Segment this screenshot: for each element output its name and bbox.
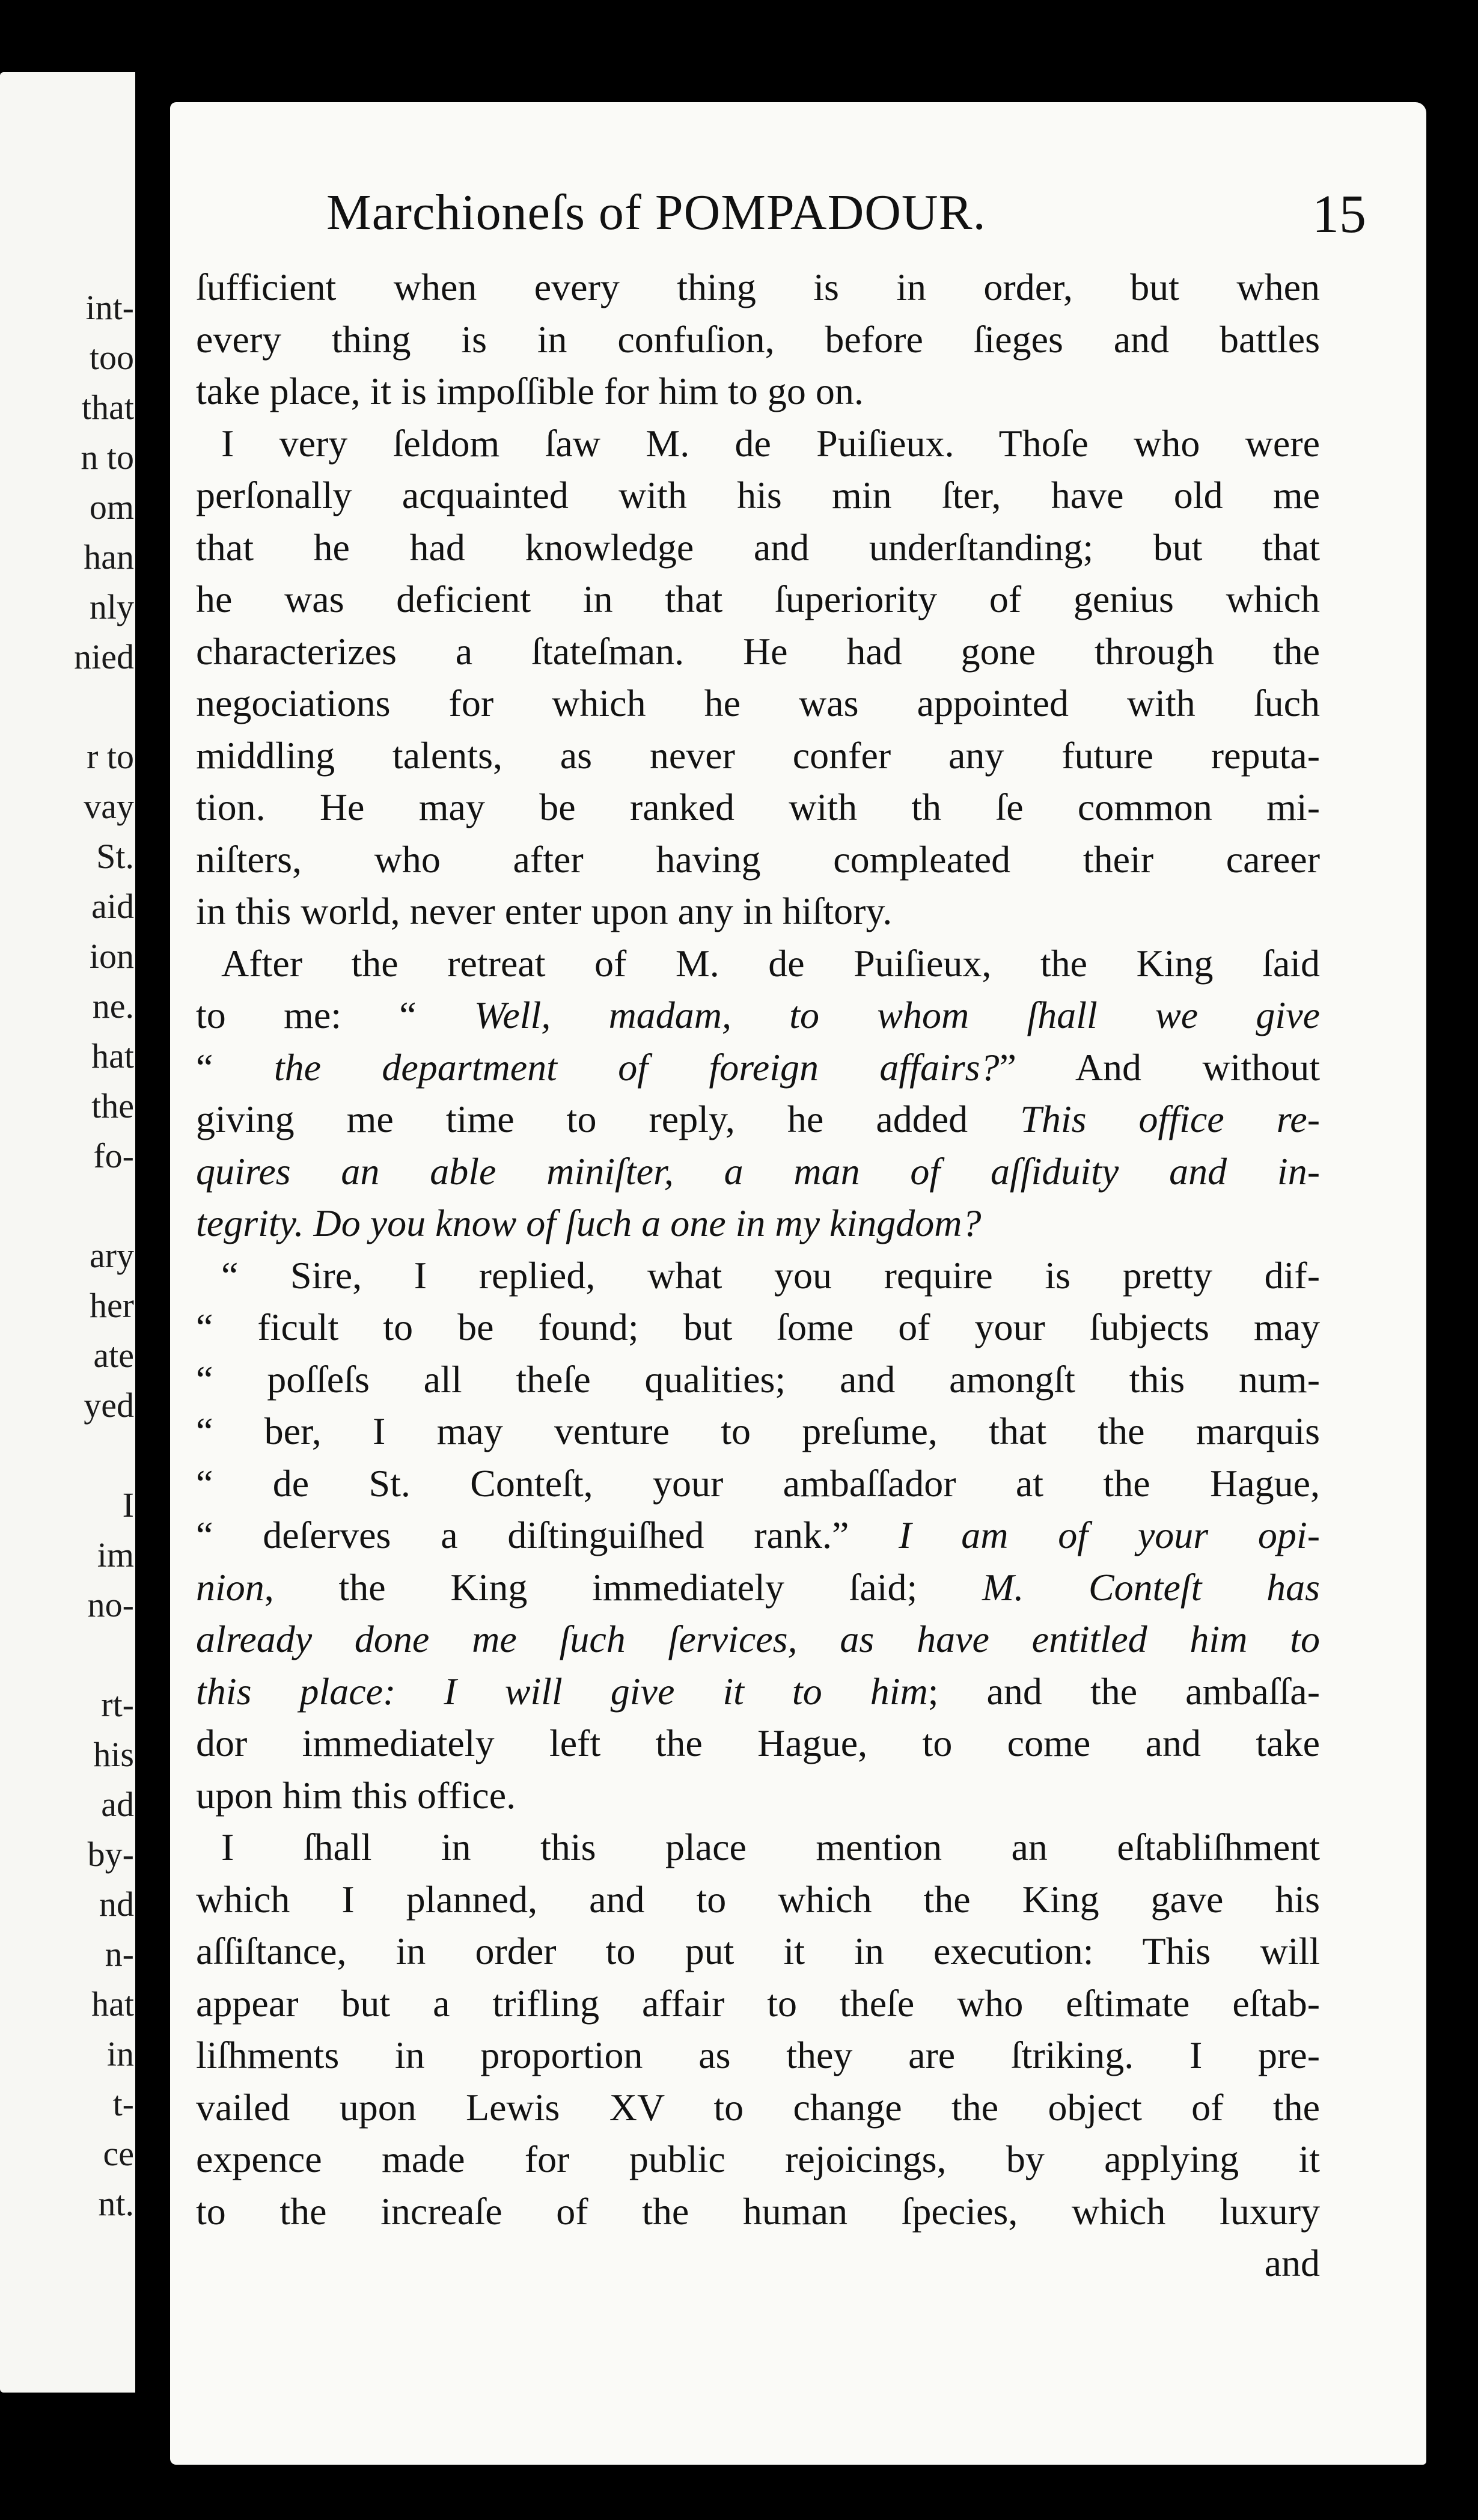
text-run: After the retreat of M. de Puiſieux, the King ſaid — [221, 941, 1320, 985]
book-page — [170, 102, 1426, 2465]
text-line — [196, 418, 1320, 470]
text-run: tion. He may be ranked with th ſe common mi- — [196, 786, 1320, 828]
text-run: aſſiſtance, in order to put it in execution: This will — [196, 1930, 1320, 1972]
italic-text-run: this place: I will give it to him — [196, 1669, 928, 1713]
text-run: I very ſeldom ſaw M. de Puiſieux. Thoſe who were — [221, 421, 1320, 465]
text-line — [196, 573, 1320, 626]
text-run: “ — [196, 1045, 274, 1089]
text-line — [196, 781, 1320, 834]
facing-page-fragment: im — [97, 1535, 134, 1574]
text-line — [196, 1562, 1320, 1614]
italic-text-run: Well, madam, to whom ſhall we give — [474, 994, 1321, 1036]
facing-page-fragment: vay — [84, 787, 134, 826]
text-run: giving me time to reply, he added — [196, 1098, 1021, 1140]
text-run: perſonally acquainted with his min ſter, have old me — [196, 474, 1320, 516]
text-line — [196, 1354, 1320, 1406]
text-line — [196, 1925, 1320, 1978]
text-line — [196, 314, 1320, 366]
facing-page-fragment: t- — [112, 2084, 134, 2123]
italic-text-run: This office re- — [1020, 1098, 1321, 1140]
facing-page-fragment: ate — [93, 1336, 134, 1375]
text-line — [196, 677, 1320, 730]
text-run: “ poſſeſs all theſe qualities; and amongſt this num- — [196, 1357, 1320, 1401]
text-line — [196, 2186, 1320, 2238]
italic-text-run: tegrity. Do you know of ſuch a one in my kingdom? — [196, 1202, 982, 1244]
facing-page-fragment: his — [93, 1735, 134, 1774]
text-line — [196, 2029, 1320, 2082]
italic-text-run: nion — [196, 1565, 264, 1609]
text-line — [196, 626, 1320, 678]
text-run: take place, it is impoſſible for him to go on. — [196, 370, 864, 412]
text-line — [196, 885, 1320, 938]
italic-text-run: quires an able miniſter, a man of aſſiduity and in- — [196, 1149, 1320, 1193]
text-run: “ ficult to be found; but ſome of your ſubjects may — [196, 1306, 1320, 1348]
facing-page-gap — [5, 682, 134, 732]
text-line — [196, 1978, 1320, 2030]
text-line — [196, 730, 1320, 782]
facing-page-fragment: St. — [96, 837, 134, 876]
italic-text-run: the department of foreign affairs? — [273, 1045, 1000, 1089]
text-run: to me: “ — [196, 994, 474, 1036]
text-line — [196, 522, 1320, 574]
text-run: “ ber, I may venture to preſume, that the marquis — [196, 1410, 1320, 1452]
facing-page-fragment: n to — [81, 438, 134, 477]
facing-page-fragment: the — [91, 1086, 134, 1125]
text-line — [196, 834, 1320, 886]
text-line — [196, 1405, 1320, 1458]
facing-page-fragment: int- — [85, 288, 134, 327]
facing-page-fragment: by- — [87, 1835, 134, 1874]
text-line — [196, 1197, 1320, 1250]
facing-page-fragment: aid — [91, 887, 134, 926]
facing-page-fragment: too — [89, 338, 134, 377]
text-run: dor immediately left the Hague, to come and take — [196, 1722, 1320, 1764]
text-run: ” And without — [999, 1045, 1321, 1089]
text-line — [196, 1821, 1320, 1874]
text-run: liſhments in proportion as they are ſtriking. I pre- — [196, 2034, 1320, 2076]
text-line — [196, 989, 1320, 1042]
text-run: ſufficient when every thing is in order, but when — [196, 266, 1320, 308]
text-line — [196, 1146, 1320, 1198]
text-run: to the increaſe of the human ſpecies, which luxury — [196, 2189, 1320, 2233]
facing-page-fragment: nd — [99, 1885, 134, 1924]
text-line — [196, 1666, 1320, 1718]
text-line — [196, 1770, 1320, 1822]
text-run: , the King immediately ſaid; — [264, 1565, 982, 1609]
italic-text-run: M. Conteſt has — [982, 1565, 1321, 1609]
text-line — [196, 938, 1320, 990]
facing-page-fragment: hat — [91, 1036, 134, 1075]
facing-page-text-fragments — [5, 283, 134, 2228]
text-line — [196, 1458, 1320, 1510]
facing-page-fragment: ne. — [92, 986, 134, 1026]
running-title: Marchioneſs of POMPADOUR. — [326, 185, 986, 240]
running-header — [326, 183, 1408, 242]
text-run: “ de St. Conteſt, your ambaſſador at the Hague, — [196, 1461, 1320, 1505]
text-line — [196, 1613, 1320, 1666]
facing-page-gap — [5, 1630, 134, 1680]
facing-page-fragment: han — [84, 537, 134, 576]
facing-page-fragment: I — [122, 1485, 134, 1525]
facing-page-fragment: rt- — [101, 1685, 134, 1724]
text-run: “ Sire, I replied, what you require is pretty dif- — [221, 1253, 1320, 1297]
text-run: vailed upon Lewis XV to change the object of the — [196, 2085, 1320, 2129]
facing-page-fragment: n- — [105, 1934, 134, 1974]
text-run: “ deſerves a diſtinguiſhed rank.” — [196, 1514, 899, 1556]
text-run: characterizes a ſtateſman. He had gone through the — [196, 629, 1320, 673]
text-run: which I planned, and to which the King gave his — [196, 1877, 1320, 1921]
facing-page-margin — [0, 72, 135, 2393]
facing-page-fragment: no- — [87, 1585, 134, 1624]
text-run: he was deficient in that ſuperiority of genius which — [196, 578, 1320, 620]
facing-page-fragment: r to — [87, 737, 134, 776]
facing-page-fragment: her — [89, 1286, 134, 1325]
facing-page-fragment: nly — [89, 587, 134, 626]
text-line — [196, 1509, 1320, 1562]
text-run: ; and the ambaſſa- — [927, 1669, 1321, 1713]
text-line — [196, 1874, 1320, 1926]
text-run: every thing is in confuſion, before ſieges and battles — [196, 317, 1320, 361]
facing-page-fragment: om — [89, 488, 134, 527]
facing-page-fragment: yed — [84, 1386, 134, 1425]
facing-page-fragment: ad — [101, 1785, 134, 1824]
facing-page-fragment: nied — [74, 637, 134, 676]
text-line — [196, 261, 1320, 314]
facing-page-fragment: nt. — [98, 2184, 134, 2223]
catchword: and — [1264, 2242, 1320, 2284]
italic-text-run: I am of your opi- — [899, 1514, 1320, 1556]
page-number: 15 — [1312, 185, 1366, 244]
text-line — [196, 2082, 1320, 2134]
text-run: in this world, never enter upon any in hiſtory. — [196, 890, 893, 932]
facing-page-fragment: ary — [89, 1236, 134, 1275]
facing-page-gap — [5, 1181, 134, 1231]
text-line — [196, 1042, 1320, 1094]
page-body-text — [196, 261, 1320, 2290]
text-line — [196, 1717, 1320, 1770]
facing-page-fragment: in — [106, 2034, 134, 2073]
text-run: appear but a trifling affair to theſe who eſtimate eſtab- — [196, 1981, 1320, 2025]
text-run: negociations for which he was appointed with ſuch — [196, 682, 1320, 724]
text-line — [196, 365, 1320, 418]
facing-page-fragment: ion — [89, 937, 134, 976]
facing-page-fragment: ce — [103, 2134, 134, 2173]
text-line — [196, 1301, 1320, 1354]
text-run: that he had knowledge and underſtanding; but that — [196, 525, 1320, 569]
text-run: upon him this office. — [196, 1773, 516, 1817]
text-run: I ſhall in this place mention an eſtabliſhment — [221, 1826, 1320, 1868]
facing-page-gap — [5, 1430, 134, 1480]
italic-text-run: already done me ſuch ſervices, as have entitled him to — [196, 1618, 1320, 1660]
text-line — [196, 1093, 1320, 1146]
text-run: middling talents, as never confer any future reputa- — [196, 733, 1320, 777]
text-run: expence made for public rejoicings, by applying it — [196, 2138, 1320, 2180]
facing-page-fragment: fo- — [93, 1136, 134, 1175]
facing-page-fragment: that — [82, 388, 134, 427]
text-line — [196, 1250, 1320, 1302]
text-line — [196, 2133, 1320, 2186]
facing-page-fragment: hat — [91, 1984, 134, 2023]
text-run: niſters, who after having compleated their career — [196, 837, 1320, 881]
text-line — [196, 469, 1320, 522]
